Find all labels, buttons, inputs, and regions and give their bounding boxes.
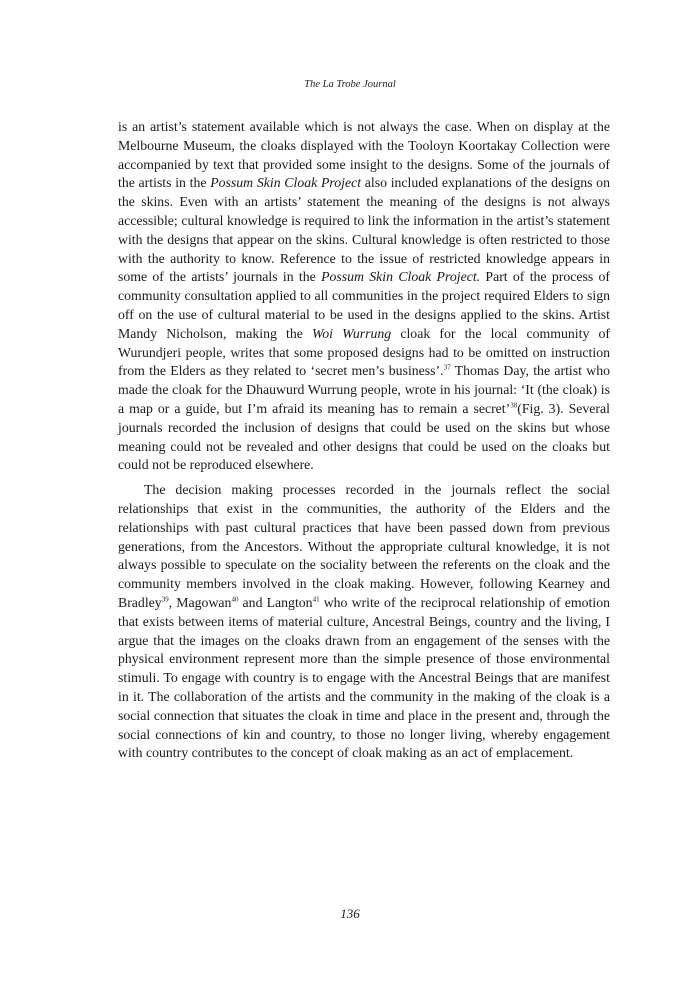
text-run: who write of the reciprocal relationship of emotion that exists between items of material culture, Ancestral Beings, country and the living, I argue that the images on the cloaks drawn from an engagement of the senses with the physical environment represent more than the simple presence of those environmental stimuli. To engage with country is to engage with the Ancestral Beings that are manifest in it. The collaboration of the artists and the community in the making of the cloak is a social connection that situates the cloak in time and place in the present and, through the social connections of kin and country, to those no longer living, whereby engagement with country contributes to the concept of cloak making as an act of emplacement. xyxy=(118,594,610,761)
italic-text: Possum Skin Cloak Project. xyxy=(321,269,481,285)
text-run: is an artist’s statement available which is not always the case. When on display at the Melbourne Museum, the cloaks displayed with the Tooloyn Koortakay Collection were accompanied by text that provided some insight to the designs. Some of the journals of the artists in the xyxy=(118,119,610,191)
footnote-ref: 37 xyxy=(443,363,451,372)
text-run: , Magowan xyxy=(168,594,232,610)
text-run: and Langton xyxy=(238,594,313,610)
italic-text: Woi Wurrung xyxy=(312,325,392,341)
italic-text: Possum Skin Cloak Project xyxy=(210,175,362,191)
text-run: cloak for the local community of Wurundjeri people, writes that some proposed designs had to be omitted on instruction from the Elders as they related to ‘secret men’s business’. xyxy=(118,325,611,379)
text-run: The decision making processes recorded in the journals reflect the social relationships that exist in the communities, the authority of the Elders and the relationships with past cultural practices that have been passed down from previous generations, from the Ancestors. Without the appropriate cultural knowledge, it is not always possible to speculate on the sociality between the referents on the cloak and the community members involved in the cloak making. However, following Kearney and Bradley xyxy=(118,482,610,610)
text-run: also included explanations of the designs on the skins. Even with an artists’ statement the meaning of the designs is not always accessible; cultural knowledge is required to link the information in the artist’s statement with the designs that appear on the skins. Cultural knowledge is often restricted to those with the authority to know. Reference to the issue of restricted knowledge appears in some of the artists’ journals in the xyxy=(118,175,610,285)
body-text xyxy=(118,118,610,763)
text-run: Part of the process of community consultation applied to all communities in the project required Elders to sign off on the use of cultural material to be used in the designs applied to the skins. Artist Mandy Nicholson, making the xyxy=(118,269,610,341)
footnote-ref: 39 xyxy=(161,595,169,604)
footnote-ref: 41 xyxy=(312,595,320,604)
paragraph xyxy=(118,481,610,763)
footnote-ref: 40 xyxy=(231,595,239,604)
paragraph xyxy=(118,118,610,475)
footnote-ref: 38 xyxy=(510,401,518,410)
text-run: Thomas Day, the artist who made the cloak for the Dhauwurd Wurrung people, wrote in his journal: ‘It (the cloak) is a map or a guide, but I’m afraid its meaning has to remain a secret’ xyxy=(118,363,610,416)
running-header: The La Trobe Journal xyxy=(304,79,396,90)
text-run: (Fig. 3). Several journals recorded the inclusion of designs that could be used on the skins but whose meaning could not be revealed and other designs that could be used on the cloaks but could not be reproduced elsewhere. xyxy=(118,400,610,473)
page-number: 136 xyxy=(340,906,360,921)
